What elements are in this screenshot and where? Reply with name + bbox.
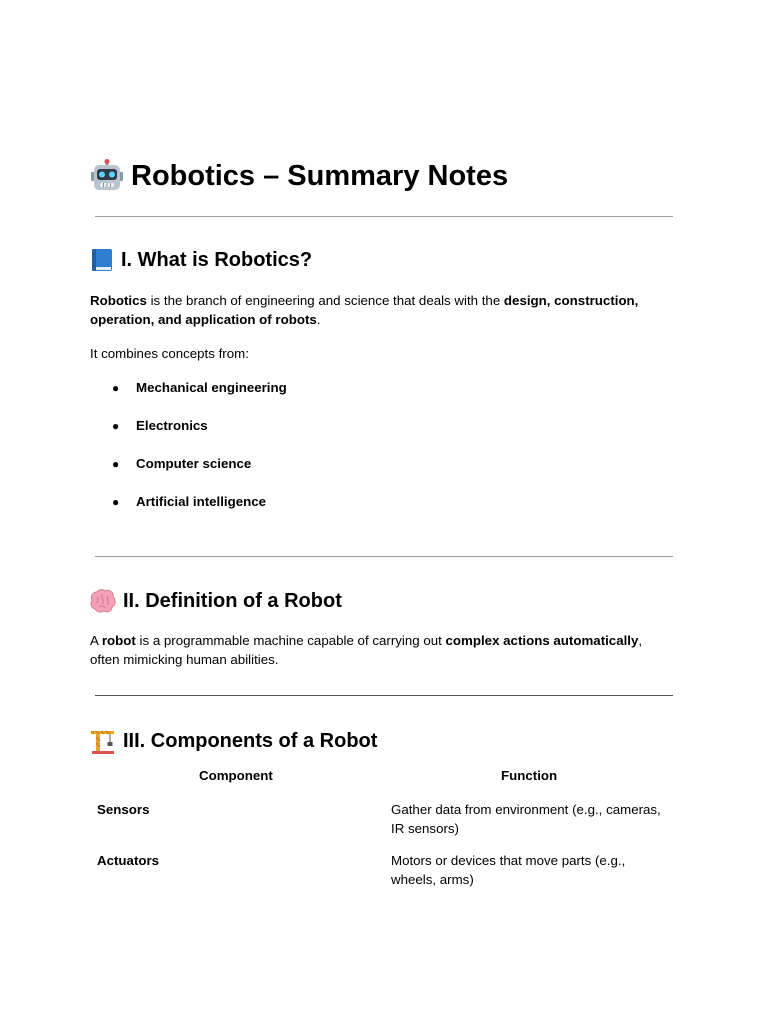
bold-term: robot [101,633,136,648]
blue-book-icon [90,248,114,272]
robotics-definition-paragraph [90,291,680,329]
text: , [638,633,643,648]
page-title-text: Robotics – Summary Notes [131,160,509,192]
section-heading-what-is-robotics [90,246,312,274]
page-title [90,156,508,196]
list-item-text: Artificial intelligence [136,494,267,509]
list-item [112,454,251,474]
bold-phrase: operation, and application of robots [90,312,317,327]
bullet-icon: ● [112,457,120,471]
divider [95,556,673,557]
section-heading-components [90,727,377,755]
section-heading-text: III. Components of a Robot [123,730,378,752]
text: is a programmable machine capable of carrying out [135,633,446,648]
component-function: Motors or devices that move parts (e.g., [391,853,626,868]
component-name: Actuators [97,853,160,868]
component-function: Gather data from environment (e.g., cameras, [391,802,661,817]
list-item-text: Electronics [136,418,208,433]
bold-phrase: complex actions automatically [445,633,639,648]
section-heading-text: I. What is Robotics? [121,249,313,271]
bullet-icon: ● [112,381,120,395]
combines-paragraph: It combines concepts from: [90,346,249,361]
text: often mimicking human abilities. [90,652,279,667]
list-item [112,492,266,512]
bullet-icon: ● [112,419,120,433]
column-header-function: Function [501,768,558,783]
column-header-component: Component [199,768,273,783]
bold-term: Robotics [90,293,147,308]
text: A [90,633,102,648]
text: is the branch of engineering and science that deals with the [146,293,504,308]
component-function: wheels, arms) [391,872,474,887]
section-heading-text: II. Definition of a Robot [123,590,342,612]
bold-phrase: design, construction, [503,293,639,308]
brain-icon [90,589,116,613]
text: . [316,312,321,327]
list-item [112,416,208,436]
bullet-icon: ● [112,495,120,509]
robot-face-icon [90,159,124,193]
list-item-text: Mechanical engineering [136,380,287,395]
divider [95,216,673,217]
component-name: Sensors [97,802,150,817]
list-item [112,378,287,398]
construction-crane-icon [90,728,116,754]
section-heading-definition-of-robot [90,587,342,615]
component-function: IR sensors) [391,821,459,836]
divider [95,695,673,696]
list-item-text: Computer science [136,456,252,471]
robot-definition-paragraph [90,631,680,669]
